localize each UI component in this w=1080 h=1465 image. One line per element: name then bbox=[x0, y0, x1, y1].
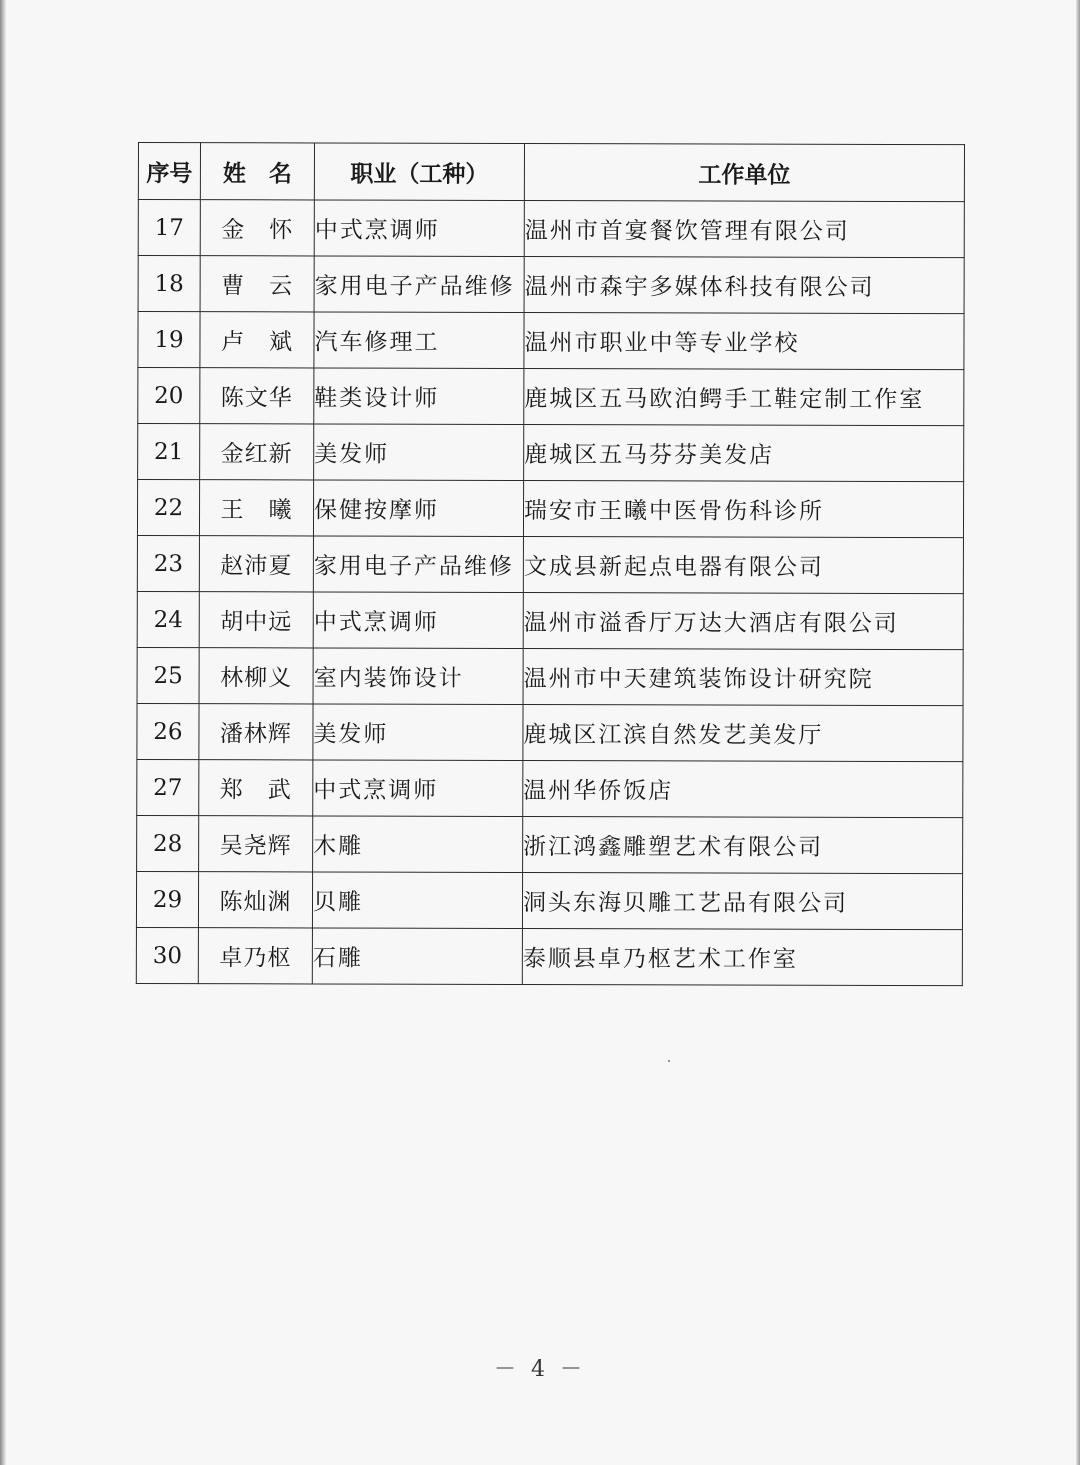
table-row bbox=[138, 368, 964, 426]
scan-edge-left bbox=[0, 0, 6, 1465]
table-row bbox=[136, 927, 962, 985]
row-occupation: 美发师 bbox=[313, 704, 523, 761]
header-occupation: 职业（工种） bbox=[314, 143, 524, 201]
row-index: 19 bbox=[138, 312, 200, 368]
table-row bbox=[138, 424, 964, 482]
row-employer: 浙江鸿鑫雕塑艺术有限公司 bbox=[523, 817, 963, 874]
table-row bbox=[137, 647, 963, 705]
row-name: 林柳义 bbox=[199, 648, 313, 704]
row-occupation: 贝雕 bbox=[312, 872, 522, 929]
header-employer: 工作单位 bbox=[524, 144, 964, 202]
row-name: 王 曦 bbox=[199, 480, 313, 536]
row-occupation: 中式烹调师 bbox=[313, 760, 523, 817]
row-index: 21 bbox=[138, 424, 200, 480]
row-employer: 温州市职业中等专业学校 bbox=[524, 313, 964, 370]
row-name: 潘林辉 bbox=[199, 704, 313, 760]
row-employer: 温州市森宇多媒体科技有限公司 bbox=[524, 257, 964, 314]
row-occupation: 家用电子产品维修 bbox=[313, 536, 523, 593]
row-employer: 鹿城区五马芬芬美发店 bbox=[524, 425, 964, 482]
row-occupation: 鞋类设计师 bbox=[314, 368, 524, 425]
row-name: 陈文华 bbox=[200, 368, 314, 424]
row-occupation: 木雕 bbox=[313, 816, 523, 873]
row-employer: 温州华侨饭店 bbox=[523, 761, 963, 818]
row-index: 17 bbox=[138, 200, 200, 256]
row-index: 20 bbox=[138, 368, 200, 424]
row-employer: 温州市中天建筑装饰设计研究院 bbox=[523, 649, 963, 706]
row-name: 赵沛夏 bbox=[199, 536, 313, 592]
row-employer: 文成县新起点电器有限公司 bbox=[523, 537, 963, 594]
scan-edge-right bbox=[1076, 0, 1080, 1465]
table-header-row bbox=[138, 143, 964, 202]
row-index: 18 bbox=[138, 256, 200, 312]
table-row bbox=[137, 591, 963, 649]
table-row bbox=[137, 703, 963, 761]
row-occupation: 中式烹调师 bbox=[313, 592, 523, 649]
row-employer: 鹿城区五马欧泊鳄手工鞋定制工作室 bbox=[524, 369, 964, 426]
table-row bbox=[137, 815, 963, 873]
row-employer: 瑞安市王曦中医骨伤科诊所 bbox=[523, 481, 963, 538]
table-row bbox=[137, 759, 963, 817]
row-name: 吴尧辉 bbox=[199, 816, 313, 872]
row-index: 24 bbox=[137, 591, 199, 647]
row-index: 25 bbox=[137, 647, 199, 703]
row-index: 23 bbox=[137, 535, 199, 591]
row-index: 30 bbox=[136, 927, 198, 983]
row-index: 26 bbox=[137, 703, 199, 759]
row-employer: 温州市首宴餐饮管理有限公司 bbox=[524, 201, 964, 258]
row-employer: 洞头东海贝雕工艺品有限公司 bbox=[522, 873, 962, 930]
row-name: 卓乃枢 bbox=[198, 928, 312, 984]
row-name: 金 怀 bbox=[200, 200, 314, 256]
row-name: 陈灿渊 bbox=[198, 872, 312, 928]
row-occupation: 汽车修理工 bbox=[314, 312, 524, 369]
row-index: 28 bbox=[137, 815, 199, 871]
table-row bbox=[138, 312, 964, 370]
row-name: 郑 武 bbox=[199, 760, 313, 816]
row-occupation: 美发师 bbox=[314, 424, 524, 481]
header-index: 序号 bbox=[138, 143, 200, 200]
header-name: 姓 名 bbox=[200, 143, 314, 200]
scan-speck bbox=[668, 1060, 670, 1062]
table-row bbox=[136, 871, 962, 929]
row-employer: 泰顺县卓乃枢艺术工作室 bbox=[522, 929, 962, 986]
row-index: 29 bbox=[136, 871, 198, 927]
row-name: 胡中远 bbox=[199, 592, 313, 648]
row-occupation: 石雕 bbox=[312, 928, 522, 985]
table-row bbox=[138, 256, 964, 314]
row-occupation: 室内装饰设计 bbox=[313, 648, 523, 705]
table-row bbox=[137, 480, 963, 538]
row-name: 卢 斌 bbox=[200, 312, 314, 368]
row-employer: 温州市溢香厅万达大酒店有限公司 bbox=[523, 593, 963, 650]
roster-table bbox=[136, 142, 965, 986]
row-index: 22 bbox=[137, 480, 199, 536]
row-name: 金红新 bbox=[200, 424, 314, 480]
table-row bbox=[138, 200, 964, 258]
page-number: － 4 － bbox=[494, 1357, 586, 1382]
row-employer: 鹿城区江滨自然发艺美发厅 bbox=[523, 705, 963, 762]
row-occupation: 中式烹调师 bbox=[314, 200, 524, 257]
row-name: 曹 云 bbox=[200, 256, 314, 312]
row-index: 27 bbox=[137, 759, 199, 815]
table-row bbox=[137, 535, 963, 593]
row-occupation: 保健按摩师 bbox=[313, 480, 523, 537]
row-occupation: 家用电子产品维修 bbox=[314, 256, 524, 313]
